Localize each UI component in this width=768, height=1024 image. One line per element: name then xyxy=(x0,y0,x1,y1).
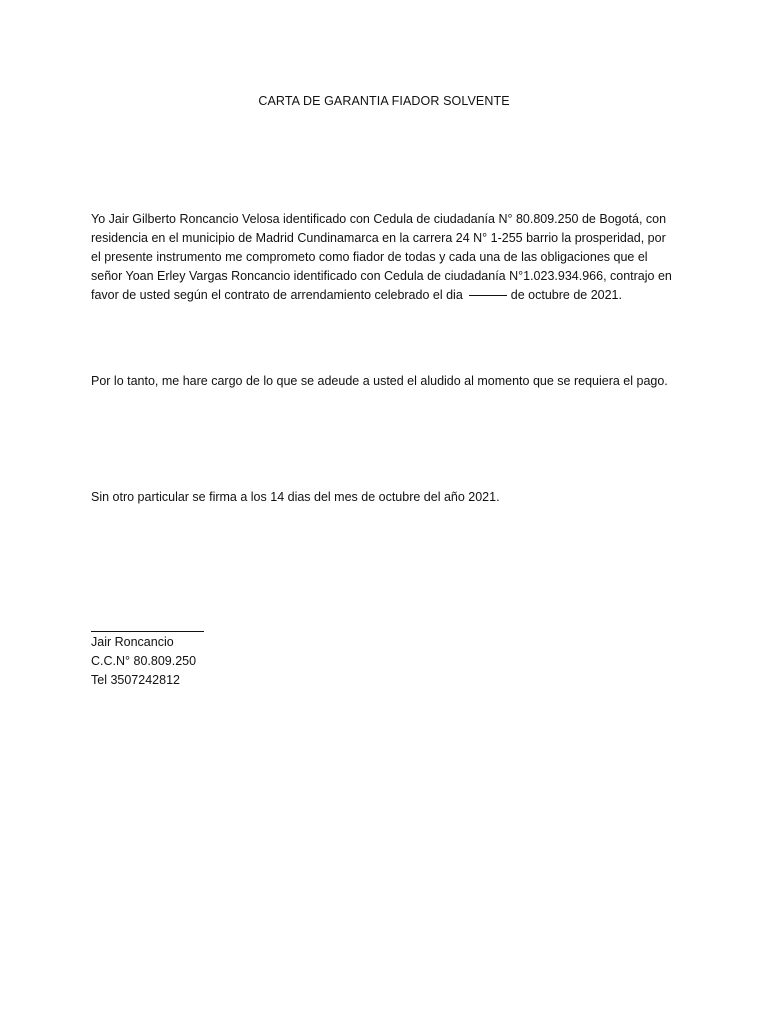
closing-paragraph: Sin otro particular se firma a los 14 dias del mes de octubre del año 2021. xyxy=(91,490,500,504)
signer-phone: Tel 3507242812 xyxy=(91,673,180,687)
responsibility-paragraph: Por lo tanto, me hare cargo de lo que se adeude a usted el aludido al momento que se requiera el pago. xyxy=(91,374,668,388)
signer-name: Jair Roncancio xyxy=(91,635,174,649)
signature-line xyxy=(91,631,204,632)
contract-date-text: favor de usted según el contrato de arrendamiento celebrado el dia xyxy=(91,288,463,302)
paragraph-line: Yo Jair Gilberto Roncancio Velosa identificado con Cedula de ciudadanía N° 80.809.250 de Bogotá, con xyxy=(91,212,667,226)
paragraph-line: residencia en el municipio de Madrid Cundinamarca en la carrera 24 N° 1-255 barrio la prosperidad, por xyxy=(91,231,666,245)
guarantee-paragraph xyxy=(91,210,681,305)
paragraph-line xyxy=(91,286,681,305)
signer-id: C.C.N° 80.809.250 xyxy=(91,654,197,668)
signature-block xyxy=(91,633,196,690)
paragraph-line: señor Yoan Erley Vargas Roncancio identificado con Cedula de ciudadanía N°1.023.934.966, contrajo en xyxy=(91,269,672,283)
document-title: CARTA DE GARANTIA FIADOR SOLVENTE xyxy=(258,94,510,108)
date-blank-underline xyxy=(469,295,507,296)
contract-date-suffix: de octubre de 2021. xyxy=(510,288,622,302)
paragraph-line: el presente instrumento me comprometo como fiador de todas y cada una de las obligaciones que el xyxy=(91,250,648,264)
